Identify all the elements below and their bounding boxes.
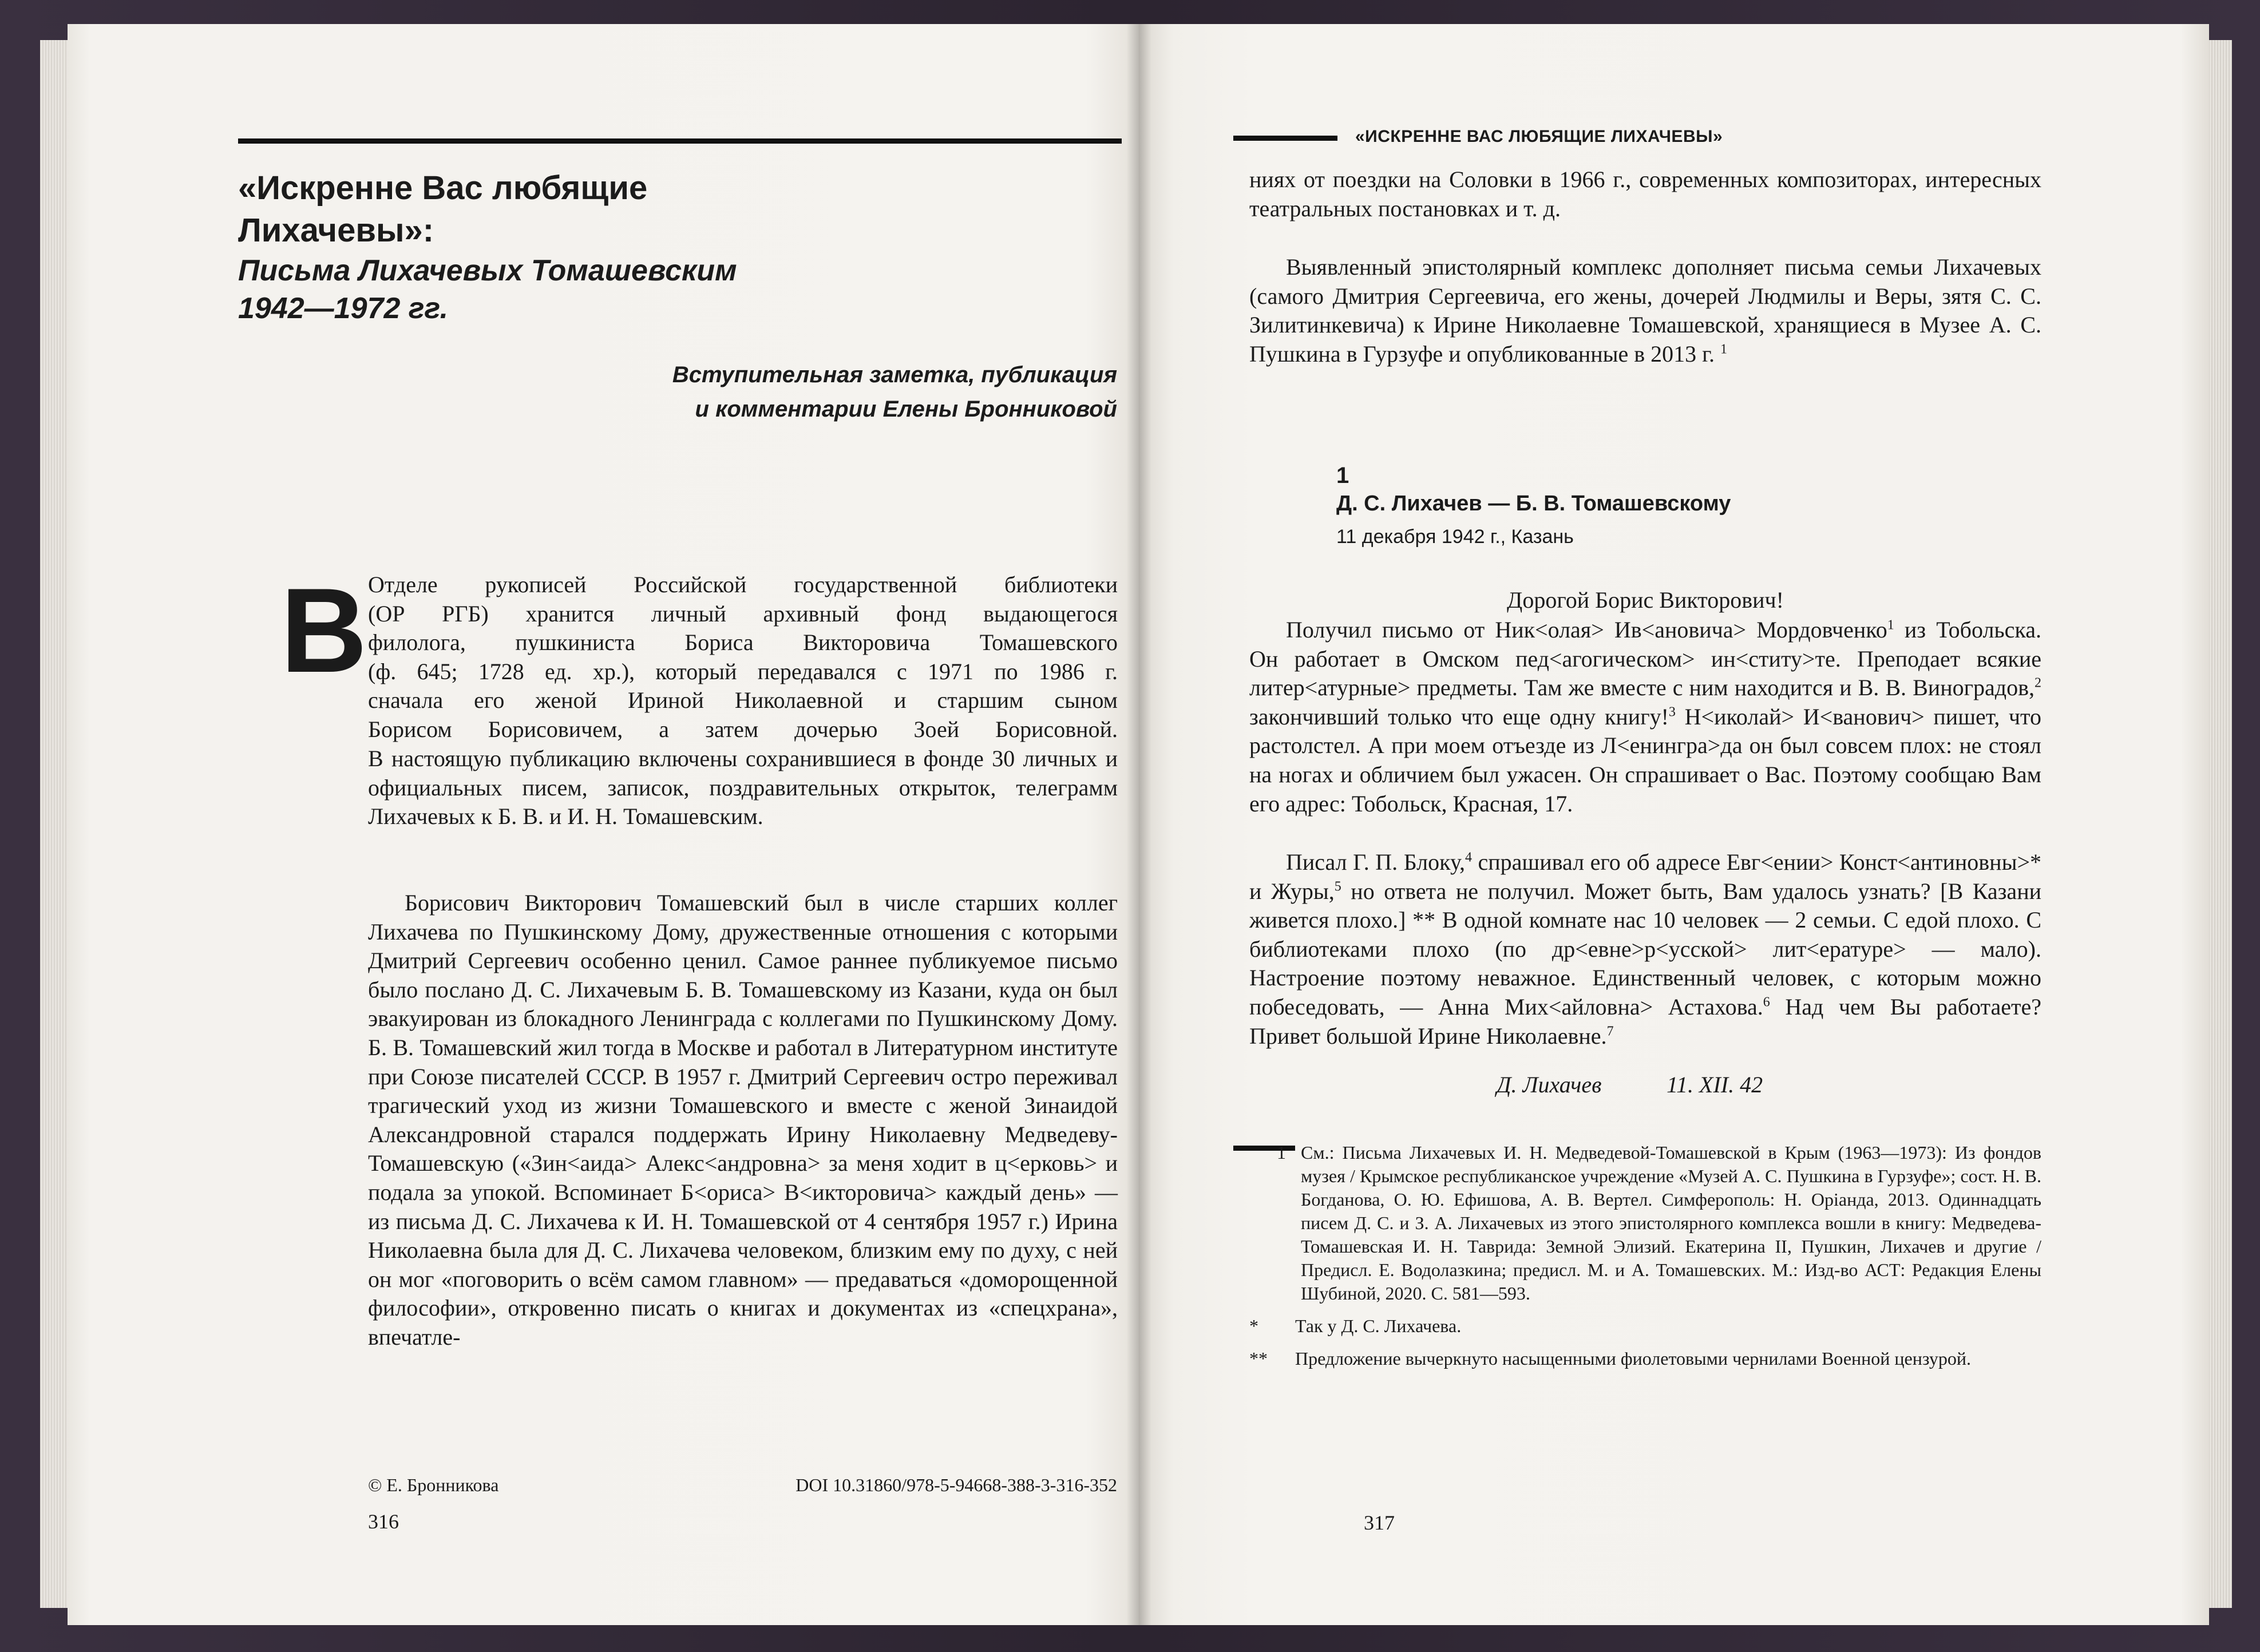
- complex-paragraph-body: Выявленный эпистолярный комплекс дополняет письма семьи Лихачевых (самого Дмитрия Сергеевича, его жены, дочерей Людмилы и Веры, зятя С. С. Зилитинкевича) к Ирине Николаевне Томашевской, хранящиеся в Музее А. С. Пушкина в Гурзуфе и опубликованные в 2013 г.: [1249, 254, 2041, 367]
- drop-cap: В: [280, 563, 367, 698]
- letter-paragraph-2: [1249, 848, 2041, 1051]
- first-paragraph-line: сначала его женой Ириной Николаевной и старшим сыном: [368, 687, 1118, 714]
- copyright: © Е. Бронникова: [368, 1475, 499, 1495]
- subtitle-line-2: 1942—1972 гг.: [238, 292, 449, 325]
- left-page: [68, 24, 1139, 1625]
- letter-paragraph-1: [1249, 616, 2041, 818]
- footnote-mark: 1: [1277, 1142, 1286, 1163]
- page-edges-right: [2209, 40, 2232, 1608]
- page-number-right: 317: [1364, 1511, 1395, 1534]
- letter-text-run: Писал Г. П. Блоку,: [1286, 849, 1465, 875]
- footnotes: [1249, 1141, 2041, 1370]
- top-rule: [238, 138, 1122, 144]
- title-line-1: «Искренне Вас любящие: [238, 169, 648, 207]
- introduction-credits: [491, 358, 1117, 426]
- second-paragraph: [368, 889, 1118, 1352]
- footnote-ref: 5: [1334, 879, 1341, 894]
- doi: DOI 10.31860/978-5-94668-388-3-316-352: [795, 1475, 1117, 1495]
- signature-date: 11. XII. 42: [1667, 1072, 1763, 1098]
- intro-line-2: и комментарии Елены Бронниковой: [695, 397, 1117, 422]
- letter-paragraph-2-text: [1249, 848, 2041, 1051]
- right-page: [1139, 24, 2209, 1625]
- footnote: [1249, 1141, 2041, 1305]
- footnote-text: Предложение вычеркнуто насыщенными фиолетовыми чернилами Военной цензурой.: [1295, 1348, 1971, 1369]
- letter-text-run: закончивший только что еще одну книгу!: [1249, 703, 1669, 730]
- letter-text-run: спрашивал его об адресе Евг<ении> Конст<антиновны>* и Журы,: [1249, 849, 2041, 904]
- letter-number: 1: [1336, 463, 1349, 488]
- running-head-rule: [1233, 136, 1337, 141]
- letter-text-run: но ответа не получил. Может быть, Вам удалось узнать? [В Казани живется плохо.] ** В одной комнате нас 10 человек — 2 семьи. С едой плохо. С библиотеками плохо (по др<евне>р<усской> лит<ературе> — мало). Настроение поэтому неважное. Единственный человек, с которым можно побеседовать, — Анна Мих<айловна> Астахова.: [1249, 878, 2042, 1020]
- subtitle-line-1: Письма Лихачевых Томашевским: [238, 254, 737, 287]
- letter-text-run: из Тобольска. Он работает в Омском пед<агогическом> ин<ститу>те. Преподает всякие литер<атурные> предметы. Там же вместе с ним находится и В. В. Виноградов,: [1249, 617, 2041, 701]
- first-paragraph-line: филолога, пушкиниста Бориса Викторовича Томашевского: [368, 629, 1118, 656]
- book-gutter: [1126, 24, 1151, 1625]
- continued-paragraph-text: ниях от поездки на Соловки в 1966 г., современных композиторах, интересных театральных постановках и т. д.: [1249, 167, 2041, 221]
- footnote-ref: 4: [1465, 850, 1472, 865]
- letter-paragraph-1-text: [1249, 616, 2041, 818]
- complex-paragraph: [1249, 253, 2041, 369]
- title-line-2: Лихачевы»:: [238, 212, 434, 249]
- first-paragraph-line: Борисом Борисовичем, а затем дочерью Зоей Борисовной.: [368, 716, 1118, 742]
- page-number-left: 316: [368, 1510, 399, 1533]
- first-paragraph-line: Отделе рукописей Российской государственной библиотеки: [368, 572, 1118, 597]
- footnote-ref: 2: [2035, 675, 2041, 691]
- letter-text-run: Над чем Вы работаете? Привет большой Ирине Николаевне.: [1249, 993, 2041, 1049]
- first-paragraph-text: В настоящую публикацию включены сохранившиеся в фонде 30 личных и официальных писем, записок, поздравительных открыток, телеграмм Лихачевых к Б. В. и И. Н. Томашевским.: [368, 746, 1118, 830]
- page-edges-left: [40, 40, 69, 1608]
- footnote-mark: **: [1249, 1348, 1268, 1369]
- letter-text-run: Н<иколай> И<ванович> пишет, что растолстел. А при моем отъезде из Л<енингра>да он был совсем плох: не стоял на ногах и обличием был ужасен. Он спрашивает о Вас. Поэтому сообщаю Вам его адрес: Тобольск, Красная, 17.: [1249, 703, 2042, 817]
- article-title: [238, 167, 982, 327]
- second-paragraph-text: Борисович Викторович Томашевский был в числе старших коллег Лихачева по Пушкинскому Дому, дружественные отношения с которыми Дмитрий Сергеевич особенно ценил. Самое раннее публикуемое письмо было послано Д. С. Лихачевым Б. В. Томашевскому из Казани, куда он был эвакуирован из блокадного Ленинграда с коллегами по Пушкинскому Дому. Б. В. Томашевский жил тогда в Москве и работал в Литературном институте при Союзе писателей СССР. В 1957 г. Дмитрий Сергеевич остро переживал трагический уход из жизни Томашевского и вместе с женой Зинаидой Александровной старался поддержать Ирину Николаевну Медведеву-Томашевскую («Зин<аида> Алекс<андровна> за меня ходит в ц<ерковь> и подала за упокой. Вспоминает Б<ориса> В<икторовича> каждый день» — из письма Д. С. Лихачева к И. Н. Томашевской от 4 сентября 1957 г.) Ирина Николаевна была для Д. С. Лихачева человеком, близким ему по духу, с ней он мог «поговорить о всём самом главном» — предаваться «доморощенной философии», откровенно писать о книгах и документах из «спецхрана», впечатле-: [368, 890, 1118, 1350]
- first-paragraph-line: (ОР РГБ) хранится личный архивный фонд выдающегося: [368, 600, 1118, 627]
- letter-date: 11 декабря 1942 г., Казань: [1336, 526, 1574, 548]
- footnote-ref: 6: [1763, 995, 1770, 1010]
- intro-line-1: Вступительная заметка, публикация: [672, 362, 1117, 387]
- first-paragraph-opening: [368, 571, 1118, 744]
- footnote-mark: *: [1249, 1316, 1258, 1336]
- letter-text-run: Получил письмо от Ник<олая> Ив<ановича> Мордовченко: [1286, 617, 1887, 643]
- running-head: «ИСКРЕННЕ ВАС ЛЮБЯЩИЕ ЛИХАЧЕВЫ»: [1355, 127, 1723, 146]
- letter-heading: Д. С. Лихачев — Б. В. Томашевскому: [1336, 492, 1731, 516]
- first-paragraph-line: (ф. 645; 1728 ед. хр.), который передавался с 1971 по 1986 г.: [368, 658, 1118, 684]
- footnote-ref: 7: [1606, 1024, 1614, 1039]
- salutation: Дорогой Борис Викторович!: [1507, 587, 1784, 613]
- footnote: [1249, 1347, 2041, 1370]
- footnote-ref-1: 1: [1720, 342, 1728, 357]
- complex-paragraph-text: [1249, 253, 2041, 369]
- first-paragraph-rest: [368, 744, 1118, 831]
- footnote-ref: 1: [1887, 617, 1894, 633]
- continued-paragraph: [1249, 165, 2041, 223]
- footnote: [1249, 1314, 2041, 1338]
- footnote-text: См.: Письма Лихачевых И. Н. Медведевой-Томашевской в Крым (1963—1973): Из фондов музея / Крымское республиканское учреждение «Музей А. С. Пушкина в Гурзуфе»; сост. Н. В. Богданова, О. Ю. Ефишова, А. В. Вертел. Симферополь: Н. Оріанда, 2013. Одиннадцать писем Д. С. и З. А. Лихачевых из этого эпистолярного комплекса вошли в книгу: Медведева-Томашевская И. Н. Таврида: Земной Элизий. Екатерина II, Пушкин, Лихачев и другие / Предисл. Е. Водолазкина; предисл. М. и А. Томашевских. М.: Изд-во АСТ: Редакция Елены Шубиной, 2020. С. 581—593.: [1301, 1142, 2041, 1304]
- footnote-ref: 3: [1668, 704, 1676, 720]
- signature-name: Д. Лихачев: [1497, 1072, 1602, 1098]
- footnote-text: Так у Д. С. Лихачева.: [1295, 1316, 1462, 1336]
